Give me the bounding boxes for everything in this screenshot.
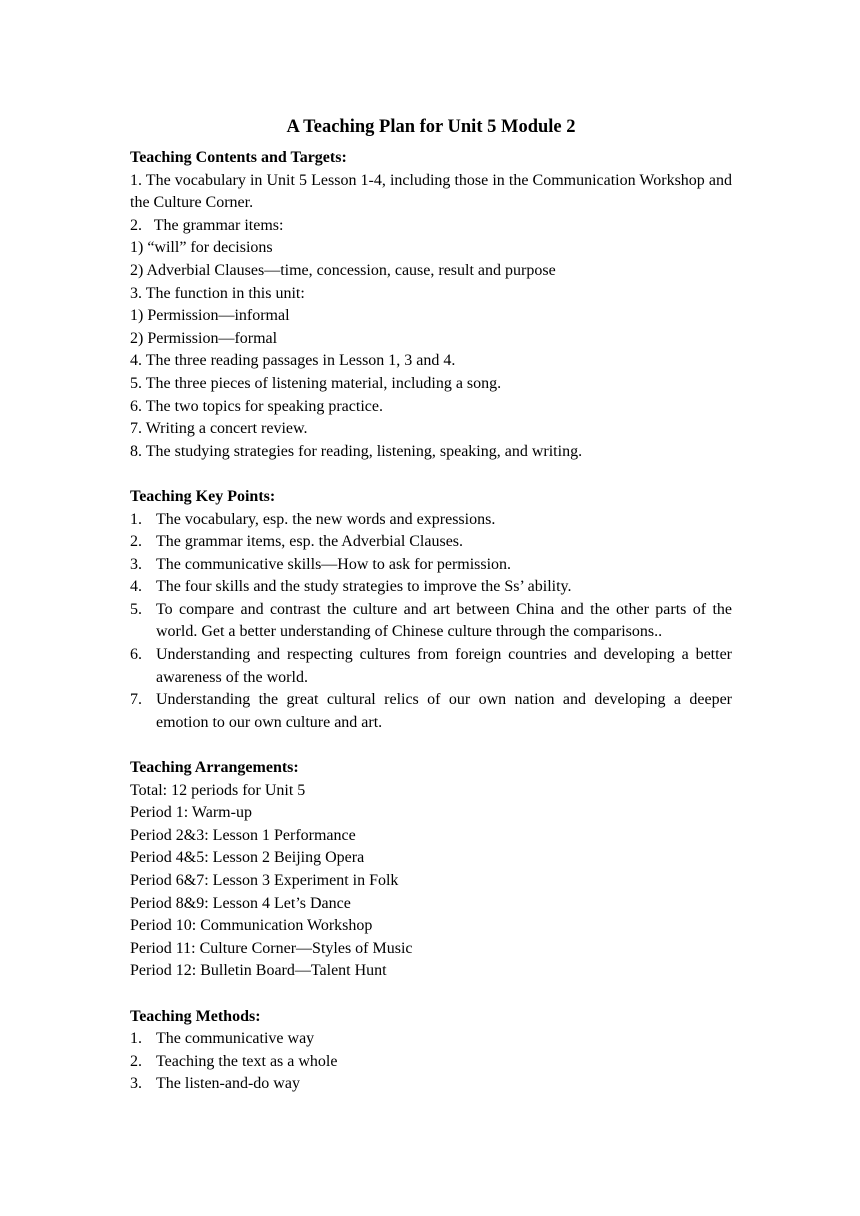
list-item-text: Understanding and respecting cultures from foreign countries and developing a better awareness of the world. [156, 646, 732, 686]
contents-line: 2) Permission―formal [130, 329, 278, 347]
list-item-number: 7. [130, 691, 142, 709]
list-item-number: 3. [130, 555, 142, 573]
contents-line: 5. The three pieces of listening material, including a song. [130, 374, 502, 392]
list-item [130, 531, 732, 554]
list-item-number: 5. [130, 600, 142, 618]
contents-line: 2. The grammar items: [130, 216, 284, 234]
methods-list [130, 1028, 732, 1096]
list-item [130, 689, 732, 734]
arrangement-line: Total: 12 periods for Unit 5 [130, 781, 306, 799]
document-page [130, 114, 736, 1096]
section-key-points [130, 486, 732, 735]
list-item-text: The vocabulary, esp. the new words and expressions. [156, 510, 496, 528]
list-item [130, 554, 732, 577]
list-item [130, 599, 732, 644]
list-item-number: 1. [130, 1030, 142, 1048]
list-item [130, 576, 732, 599]
contents-line: 7. Writing a concert review. [130, 420, 308, 438]
section-heading-methods: Teaching Methods: [130, 1007, 261, 1025]
list-item-text: To compare and contrast the culture and art between China and the other parts of the world. Get a better understanding of Chinese culture through the comparisons.. [156, 600, 732, 641]
arrangement-line: Period 6&7: Lesson 3 Experiment in Folk [130, 872, 399, 889]
list-item [130, 1073, 732, 1096]
list-item-number: 2. [130, 1052, 142, 1070]
arrangement-line: Period 12: Bulletin Board―Talent Hunt [130, 962, 387, 980]
arrangement-line: Period 8&9: Lesson 4 Let’s Dance [130, 894, 351, 912]
list-item [130, 644, 732, 689]
list-item-number: 3. [130, 1075, 142, 1093]
section-heading-key-points: Teaching Key Points: [130, 487, 276, 505]
contents-line: 4. The three reading passages in Lesson 1, 3 and 4. [130, 352, 456, 370]
contents-line: 1. The vocabulary in Unit 5 Lesson 1-4, including those in the Communication Workshop and the Culture Corner. [130, 171, 736, 212]
list-item [130, 1028, 732, 1051]
list-item-text: The listen-and-do way [156, 1075, 300, 1093]
list-item-text: Understanding the great cultural relics of our own nation and developing a deeper emotion to our own culture and art. [156, 691, 732, 731]
section-arrangements [130, 757, 732, 983]
list-item-number: 6. [130, 646, 142, 664]
list-item-text: The communicative way [156, 1030, 315, 1048]
section-heading-arrangements: Teaching Arrangements: [130, 759, 299, 777]
contents-line: 8. The studying strategies for reading, listening, speaking, and writing. [130, 442, 583, 460]
key-points-list [130, 509, 732, 735]
arrangement-line: Period 4&5: Lesson 2 Beijing Opera [130, 849, 365, 867]
section-methods [130, 1006, 732, 1096]
list-item-number: 4. [130, 578, 142, 596]
list-item-number: 2. [130, 533, 142, 551]
section-contents [130, 147, 736, 463]
contents-line: 3. The function in this unit: [130, 284, 305, 302]
contents-line: 2) Adverbial Clauses―time, concession, cause, result and purpose [130, 261, 556, 279]
spacer [130, 734, 732, 757]
list-item-text: The four skills and the study strategies to improve the Ss’ ability. [156, 578, 572, 596]
section-heading-contents: Teaching Contents and Targets: [130, 149, 347, 166]
arrangement-line: Period 11: Culture Corner―Styles of Music [130, 939, 413, 957]
contents-line: 1) “will” for decisions [130, 239, 273, 257]
arrangement-line: Period 1: Warm-up [130, 804, 252, 822]
arrangement-line: Period 10: Communication Workshop [130, 917, 373, 935]
contents-line: 1) Permission―informal [130, 307, 290, 325]
list-item [130, 1051, 732, 1074]
list-item-number: 1. [130, 510, 142, 528]
list-item-text: The communicative skills―How to ask for permission. [156, 555, 512, 573]
spacer [130, 463, 732, 486]
list-item-text: The grammar items, esp. the Adverbial Clauses. [156, 533, 464, 551]
list-item [130, 509, 732, 532]
spacer [130, 983, 732, 1006]
list-item-text: Teaching the text as a whole [156, 1052, 338, 1070]
document-title: A Teaching Plan for Unit 5 Module 2 [286, 117, 576, 137]
arrangement-line: Period 2&3: Lesson 1 Performance [130, 826, 356, 844]
contents-line: 6. The two topics for speaking practice. [130, 397, 383, 415]
